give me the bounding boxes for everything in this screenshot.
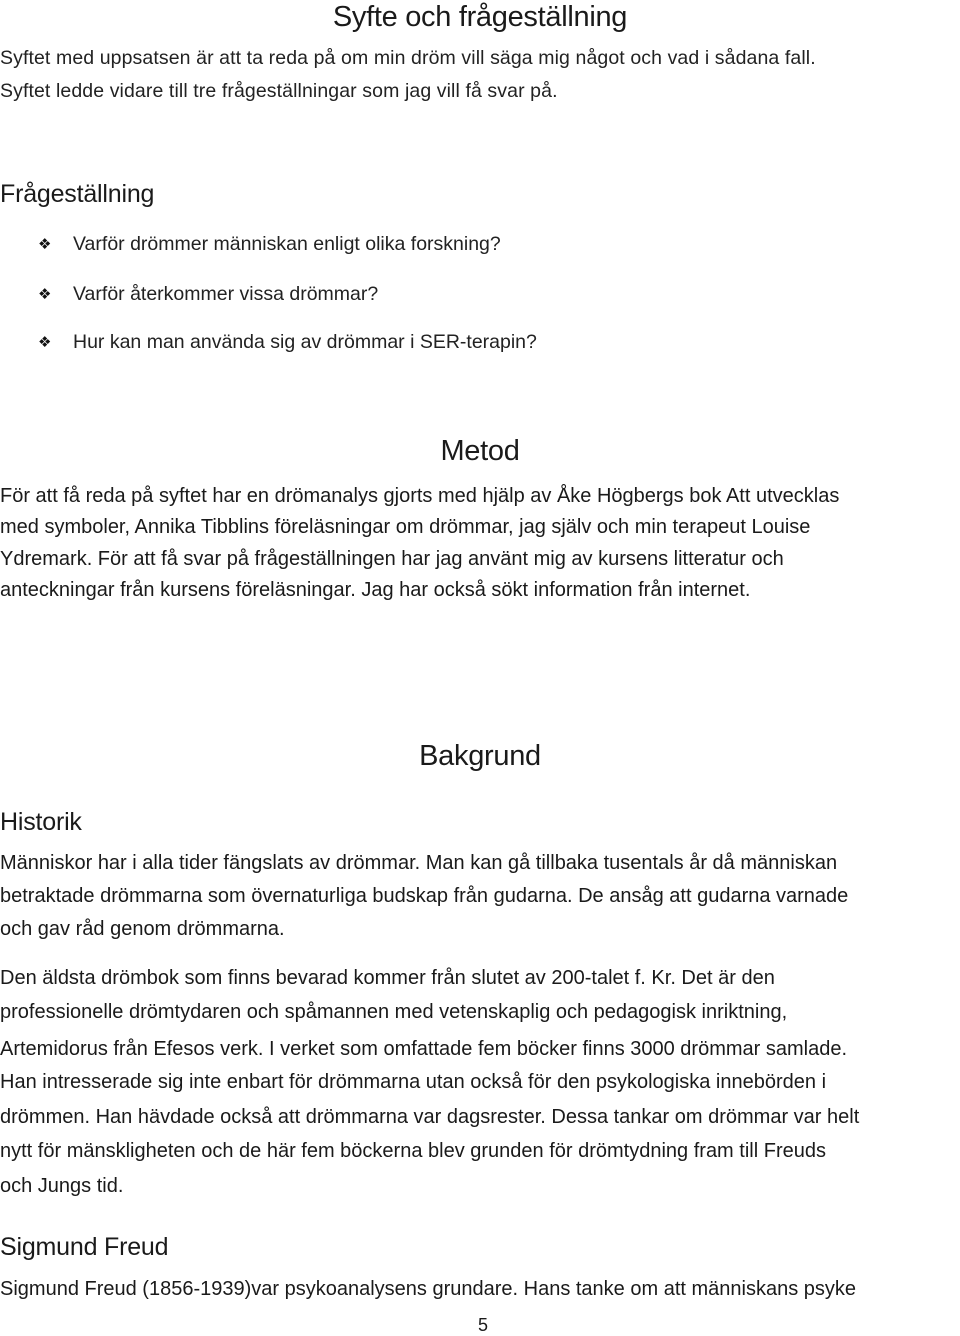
historik-p2-line-4: Han intresserade sig inte enbart för drömmarna utan också för den psykologiska innebörden i (0, 1071, 827, 1093)
page-number: 5 (477, 1315, 488, 1335)
metod-line-2: med symboler, Annika Tibblins föreläsningar om drömmar, jag själv och min terapeut Louise (0, 516, 811, 538)
section-title-syfte: Syfte och frågeställning (332, 1, 628, 33)
metod-line-3: Ydremark. För att få svar på frågeställningen har jag använt mig av kursens litteratur och (0, 548, 784, 570)
diamond-bullet-icon: ❖ (38, 236, 52, 253)
historik-p1-line-2: betraktade drömmarna som övernaturliga budskap från gudarna. De ansåg att gudarna varnade (0, 885, 849, 907)
section-title-bakgrund: Bakgrund (419, 740, 541, 772)
syfte-line-2: Syftet ledde vidare till tre frågeställningar som jag vill få svar på. (0, 80, 558, 102)
diamond-bullet-icon: ❖ (38, 334, 52, 351)
historik-p2-line-3: Artemidorus från Efesos verk. I verket som omfattade fem böcker finns 3000 drömmar samlade. (0, 1038, 848, 1060)
list-item (0, 283, 960, 309)
section-title-metod: Metod (440, 435, 520, 467)
metod-line-4: anteckningar från kursens föreläsningar. Jag har också sökt information från internet. (0, 579, 751, 601)
bullet-text: Varför återkommer vissa drömmar? (73, 283, 379, 305)
historik-p2-line-1: Den äldsta drömbok som finns bevarad kommer från slutet av 200-talet f. Kr. Det är den (0, 967, 775, 989)
historik-p2-line-7: och Jungs tid. (0, 1175, 124, 1197)
fragestallning-heading: Frågeställning (0, 180, 155, 208)
list-item (0, 233, 960, 259)
syfte-line-1: Syftet med uppsatsen är att ta reda på om min dröm vill säga mig något och vad i sådana fall. (0, 47, 816, 69)
bullet-text: Varför drömmer människan enligt olika forskning? (73, 233, 501, 255)
historik-p2-line-2: professionelle drömtydaren och spåmannen med vetenskaplig och pedagogisk inriktning, (0, 1001, 788, 1023)
metod-line-1: För att få reda på syftet har en drömanalys gjorts med hjälp av Åke Högbergs bok Att utvecklas (0, 485, 840, 507)
historik-p2-line-5: drömmen. Han hävdade också att drömmarna var dagsrester. Dessa tankar om drömmar var helt (0, 1106, 860, 1128)
historik-heading: Historik (0, 808, 82, 836)
historik-p1-line-3: och gav råd genom drömmarna. (0, 918, 285, 940)
bullet-text: Hur kan man använda sig av drömmar i SER-terapin? (73, 331, 537, 353)
historik-p2-line-6: nytt för mänskligheten och de här fem böckerna blev grunden för drömtydning fram till Freuds (0, 1140, 826, 1162)
diamond-bullet-icon: ❖ (38, 286, 52, 303)
list-item (0, 331, 960, 357)
freud-line-1: Sigmund Freud (1856-1939)var psykoanalysens grundare. Hans tanke om att människans psyke (0, 1278, 857, 1300)
historik-p1-line-1: Människor har i alla tider fängslats av drömmar. Man kan gå tillbaka tusentals år då människan (0, 852, 838, 874)
freud-heading: Sigmund Freud (0, 1233, 169, 1261)
